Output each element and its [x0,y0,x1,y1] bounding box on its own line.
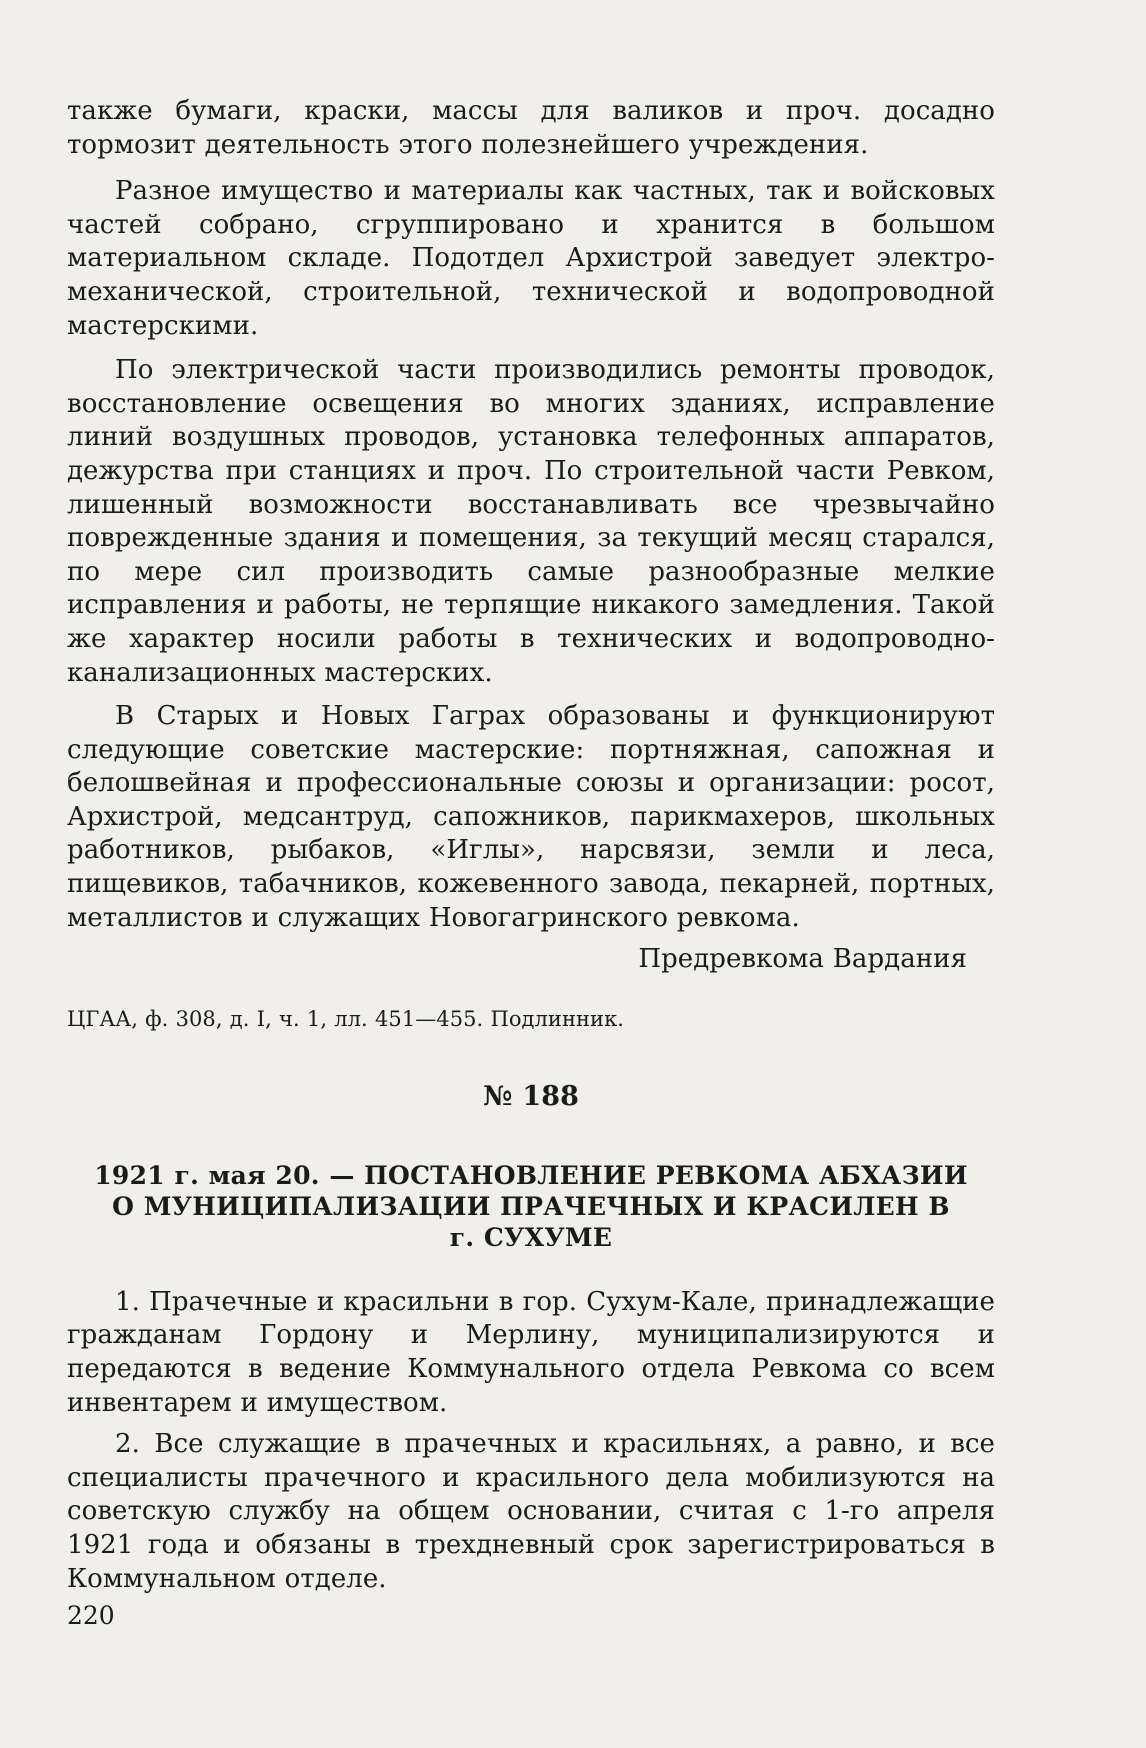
document-number: № 188 [483,1080,579,1112]
resolution-point-1: 1. Прачечные и красильни в гор. Сухум-Кале, принадлежащие гражданам Гордону и Мерлину, муниципализируются и передаются в ведение Коммунального отдела Ревкома со всем инвентарем и имуществом. [67,1286,995,1418]
paragraph-2: Разное имущество и материалы как частных, так и войсковых частей собрано, сгруппировано и хранится в большом материальном складе. Подотдел Архистрой заведует электро-механической, строительной, технической и водопроводной мастерскими. [67,176,995,341]
page-number: 220 [67,1601,115,1630]
document-heading [67,1160,995,1253]
archive-source: ЦГАА, ф. 308, д. I, ч. 1, лл. 451—455. Подлинник. [67,1006,624,1031]
signature-line: Предревкома Вардания [638,944,967,975]
document-content [67,95,995,1596]
resolution-point-2: 2. Все служащие в прачечных и красильнях, а равно, и все специалисты прачечного и красильного дела мобилизуются на советскую службу на общем основании, считая с 1-го апреля 1921 года и обязаны в трехдневный срок зарегистрироваться в Коммунальном отделе. [67,1429,995,1594]
paragraph-3: По электрической части производились ремонты проводок, восстановление освещения во многих зданиях, исправление линий воздушных проводов, установка телефонных аппаратов, дежурства при станциях и проч. По строительной части Ревком, лишенный возможности восстанавливать все чрезвычайно поврежденные здания и помещения, за текущий месяц старался, по мере сил производить самые разнообразные мелкие исправления и работы, не терпящие никакого замедления. Такой же характер носили работы в технических и водопроводно-канализационных мастерских. [67,355,995,688]
paragraph-1: также бумаги, краски, массы для валиков и проч. досадно тормозит деятельность этого полезнейшего учреждения. [67,96,995,160]
heading-line-1: 1921 г. мая 20. — ПОСТАНОВЛЕНИЕ РЕВКОМА АБХАЗИИ [94,1160,968,1190]
paragraph-4: В Старых и Новых Гаграх образованы и функционируют следующие советские мастерские: портняжная, сапожная и белошвейная и профессиональные союзы и организации: росот, Архистрой, медсантруд, сапожников, парикмахеров, школьных работников, рыбаков, «Иглы», нарсвязи, земли и леса, пищевиков, табачников, кожевенного завода, пекарней, портных, металлистов и служащих Новогагринского ревкома. [67,701,995,933]
heading-line-2: О МУНИЦИПАЛИЗАЦИИ ПРАЧЕЧНЫХ И КРАСИЛЕН В [112,1191,950,1221]
heading-line-3: г. СУХУМЕ [449,1222,613,1252]
